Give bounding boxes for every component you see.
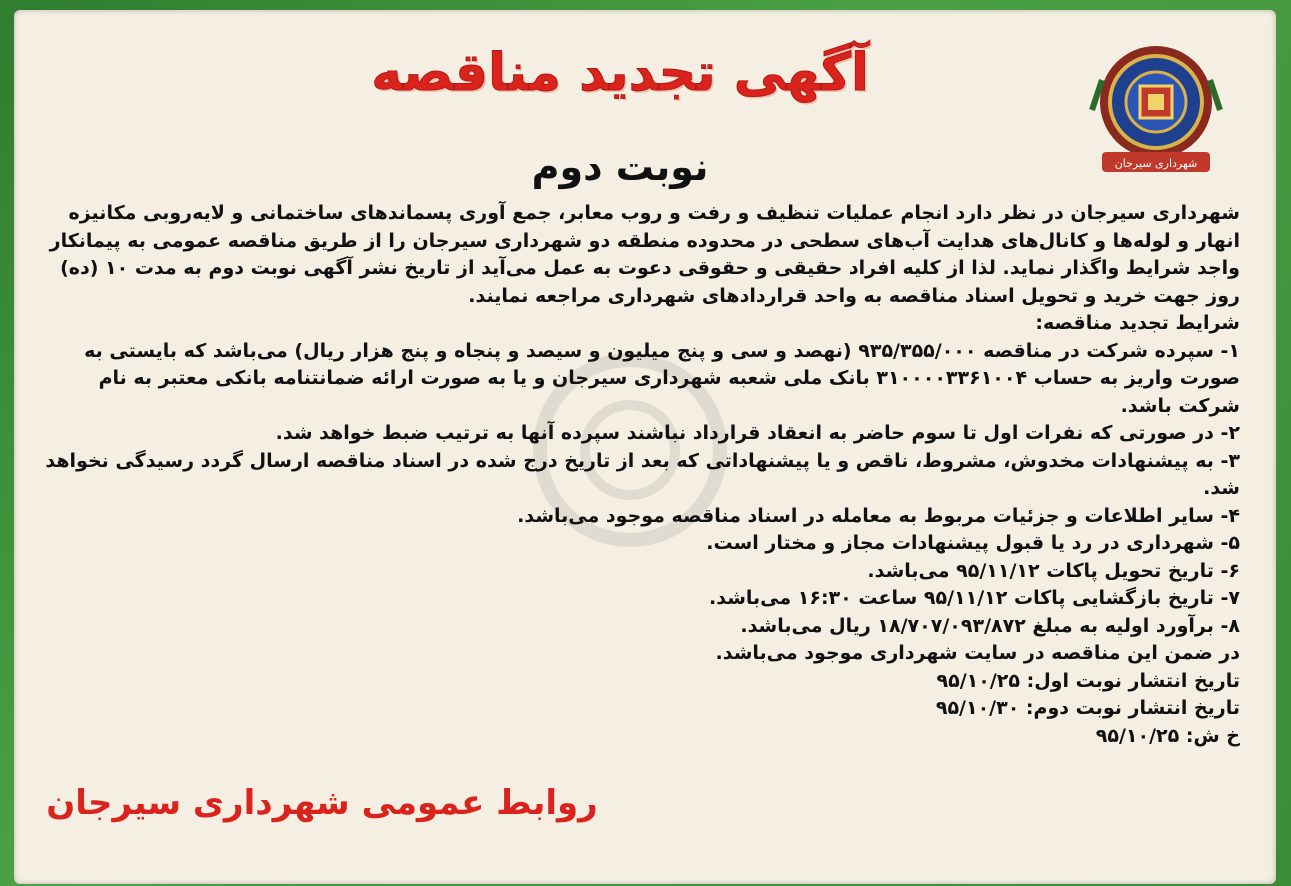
second-publication-date: تاریخ انتشار نوبت دوم: ۹۵/۱۰/۳۰: [935, 697, 1240, 719]
municipality-logo: [1082, 40, 1230, 180]
logo-caption: شهرداری سیرجان: [1114, 157, 1198, 170]
condition-item: ۵- شهرداری در رد یا قبول پیشنهادات مجاز و مختار است.: [706, 532, 1240, 554]
conditions-heading: شرایط تجدید مناقصه:: [1035, 312, 1240, 334]
condition-item: ۳- به پیشنهادات مخدوش، مشروط، ناقص و یا پیشنهاداتی که بعد از تاریخ درج شده در اسناد مناقصه ارسال گردد رسیدگی نخواهد شد.: [45, 449, 1240, 499]
notice-subtitle: نوبت دوم: [531, 145, 709, 189]
condition-item: ۷- تاریخ بازگشایی پاکات ۹۵/۱۱/۱۲ ساعت ۱۶:۳۰ می‌باشد.: [709, 587, 1240, 609]
intro-paragraph: شهرداری سیرجان در نظر دارد انجام عملیات تنظیف و رفت و روب معابر، جمع آوری پسماندهای ساختمانی و لایه‌روبی مکانیزه انهار و لوله‌ها و کانال‌های هدایت آب‌های سطحی در محدوده منطقه دو شهرداری سیرجان را از طریق مناقصه عمومی به پیمانکار واجد شرایط واگذار نماید. لذا از کلیه افراد حقیقی و حقوقی دعوت به عمل می‌آید از تاریخ نشر آگهی نوبت دوم به مدت ۱۰ (ده) روز جهت خرید و تحویل اسناد مناقصه به واحد قراردادهای شهرداری مراجعه نمایند.: [49, 202, 1240, 307]
notice-body: [32, 200, 1240, 750]
notice-title: آگهی تجدید مناقصه: [371, 43, 869, 103]
notice-code: خ ش: ۹۵/۱۰/۲۵: [1095, 724, 1240, 747]
site-note: در ضمن این مناقصه در سایت شهرداری موجود می‌باشد.: [715, 642, 1240, 664]
condition-item: ۲- در صورتی که نفرات اول تا سوم حاضر به انعقاد قرارداد نباشند سپرده آنها به ترتیب ضبط خواهد شد.: [275, 422, 1240, 444]
condition-item: ۱- سپرده شرکت در مناقصه ۹۳۵/۳۵۵/۰۰۰ (نهصد و سی و پنج میلیون و سیصد و پنجاه و پنج هزار ریال) می‌باشد که بایستی به صورت واریز به حساب ۳۱۰۰۰۰۳۳۶۱۰۰۴ بانک ملی شعبه شهرداری سیرجان و یا به صورت ارائه ضمانتنامه بانکی معتبر به نام شرکت باشد.: [84, 339, 1240, 417]
condition-item: ۶- تاریخ تحویل پاکات ۹۵/۱۱/۱۲ می‌باشد.: [867, 559, 1240, 582]
condition-item: ۸- برآورد اولیه به مبلغ ۱۸/۷۰۷/۰۹۳/۸۷۲ ریال می‌باشد.: [740, 614, 1240, 637]
condition-item: ۴- سایر اطلاعات و جزئیات مربوط به معامله در اسناد مناقصه موجود می‌باشد.: [517, 504, 1240, 527]
first-publication-date: تاریخ انتشار نوبت اول: ۹۵/۱۰/۲۵: [936, 669, 1240, 692]
public-relations-signature: روابط عمومی شهرداری سیرجان: [46, 783, 598, 823]
